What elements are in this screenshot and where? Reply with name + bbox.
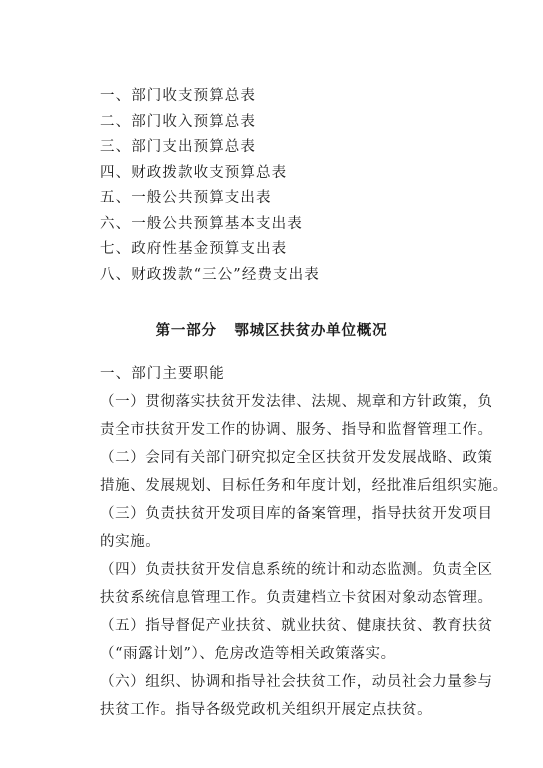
paragraph-line: （六）组织、协调和指导社会扶贫工作，动员社会力量参与 (100, 674, 493, 690)
paragraph-line: （“雨露计划”）、危房改造等相关政策落实。 (100, 646, 396, 662)
paragraph (100, 388, 493, 444)
paragraph-line: （三）负责扶贫开发项目库的备案管理，指导扶贫开发项目 (100, 506, 493, 522)
paragraph (100, 668, 493, 724)
paragraph-line: 扶贫系统信息管理工作。负责建档立卡贫困对象动态管理。 (100, 590, 493, 606)
paragraph-line: （五）指导督促产业扶贫、就业扶贫、健康扶贫、教育扶贫 (100, 618, 493, 634)
paragraph-line: 扶贫工作。指导各级党政机关组织开展定点扶贫。 (100, 702, 433, 718)
toc-item: 七、政府性基金预算支出表 (100, 241, 288, 257)
toc-item: 四、财政拨款收支预算总表 (100, 164, 288, 181)
paragraph-line: （一）贯彻落实扶贫开发法律、法规、规章和方针政策，负 (100, 394, 493, 410)
part-heading: 第一部分 鄂城区扶贫办单位概况 (155, 323, 388, 339)
toc-item: 一、部门收支预算总表 (100, 88, 256, 104)
paragraph (100, 612, 493, 668)
paragraph (100, 500, 493, 556)
paragraph-line: 责全市扶贫开发工作的协调、服务、指导和监督管理工作。 (100, 422, 493, 438)
paragraph (100, 444, 508, 500)
toc-item: 五、一般公共预算支出表 (100, 190, 272, 206)
section-title: 一、部门主要职能 (100, 366, 225, 382)
paragraph-line: 措施、发展规划、目标任务和年度计划，经批准后组织实施。 (100, 478, 508, 494)
paragraph-line: （四）负责扶贫开发信息系统的统计和动态监测。负责全区 (100, 562, 493, 578)
paragraph-line: 的实施。 (100, 534, 161, 550)
paragraph-line: （二）会同有关部门研究拟定全区扶贫开发发展战略、政策 (100, 450, 493, 466)
toc-item: 三、部门支出预算总表 (100, 139, 256, 155)
table-of-contents (100, 84, 320, 288)
document-body (100, 360, 508, 724)
toc-item: 八、财政拨款“三公”经费支出表 (100, 266, 320, 283)
toc-item: 二、部门收入预算总表 (100, 113, 256, 130)
toc-item: 六、一般公共预算基本支出表 (100, 215, 303, 232)
paragraph (100, 556, 493, 612)
